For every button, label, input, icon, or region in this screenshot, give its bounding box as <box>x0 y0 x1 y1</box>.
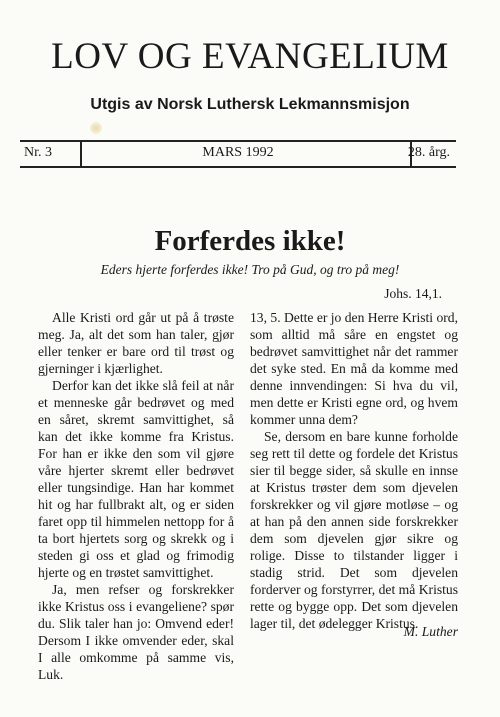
paragraph: 13, 5. Dette er jo den Herre Kristi ord, som alltid må såre en engstet og bedrøvet samvittighet når det rammer det syke sted. En må da komme med denne innvendingen: Si hva du vil, men dette er Kristi egne ord, og hvem kommer unna dem? <box>250 310 458 427</box>
article-column-left <box>38 309 234 683</box>
masthead-title: LOV OG EVANGELIUM <box>51 36 449 77</box>
article-subhead: Eders hjerte forferdes ikke! Tro på Gud, og tro på meg! <box>100 262 400 277</box>
issue-date: MARS 1992 <box>202 145 274 160</box>
scripture-reference: Johs. 14,1. <box>384 286 442 301</box>
paper-stain <box>90 122 102 134</box>
article-column-right <box>250 309 458 632</box>
masthead-subtitle: Utgis av Norsk Luthersk Lekmannsmisjon <box>90 96 410 113</box>
article-headline: Forferdes ikke! <box>154 225 346 257</box>
issue-number: Nr. 3 <box>24 145 52 160</box>
paragraph: Ja, men refser og forskrekker ikke Kristus oss i evangeliene? spør du. Slik taler han jo: Omvend eder! Dersom I ikke omvender eder, skal I alle omkomme på samme vis, Luk. <box>38 582 234 682</box>
paragraph: Se, dersom en bare kunne forholde seg rett til dette og fordele det Kristus sier til begge sider, så skulle en innse at Kristus trøster dem som djevelen forskrekker og vil gjøre motløse – og at han på den annen side forskrekker dem som djevelen gjør sikre og rolige. Disse to tilstander ligger i stadig strid. Det som djevelen forderver og forstyrrer, det må Kristus rette og bygge opp. Det som djevelen lager til, det ødelegger Kristus. <box>250 429 458 631</box>
issue-bar <box>20 140 456 168</box>
issue-volume: 28. årg. <box>407 145 450 160</box>
paragraph: Alle Kristi ord går ut på å trøste meg. Ja, alt det som han taler, gjør eller tenker er bare ord til trøst og gjerninger i kjærlighet. <box>38 310 234 376</box>
author-signature: M. Luther <box>403 624 458 639</box>
paragraph: Derfor kan det ikke slå feil at når et menneske går bedrøvet og med en såret, skremt samvittighet, så kan det ikke komme fra Kristus. For han er ikke den som vil gjøre våre hjerter skremt eller bedrøvet eller tungsindige. Han har kommet hit og har fullbrakt alt, og er siden faret opp til himmelen nettopp for å ta bort hjertets sorg og skrekk og i steden gi oss et glad og frimodig hjerte og en trøstet samvittighet. <box>38 378 234 580</box>
